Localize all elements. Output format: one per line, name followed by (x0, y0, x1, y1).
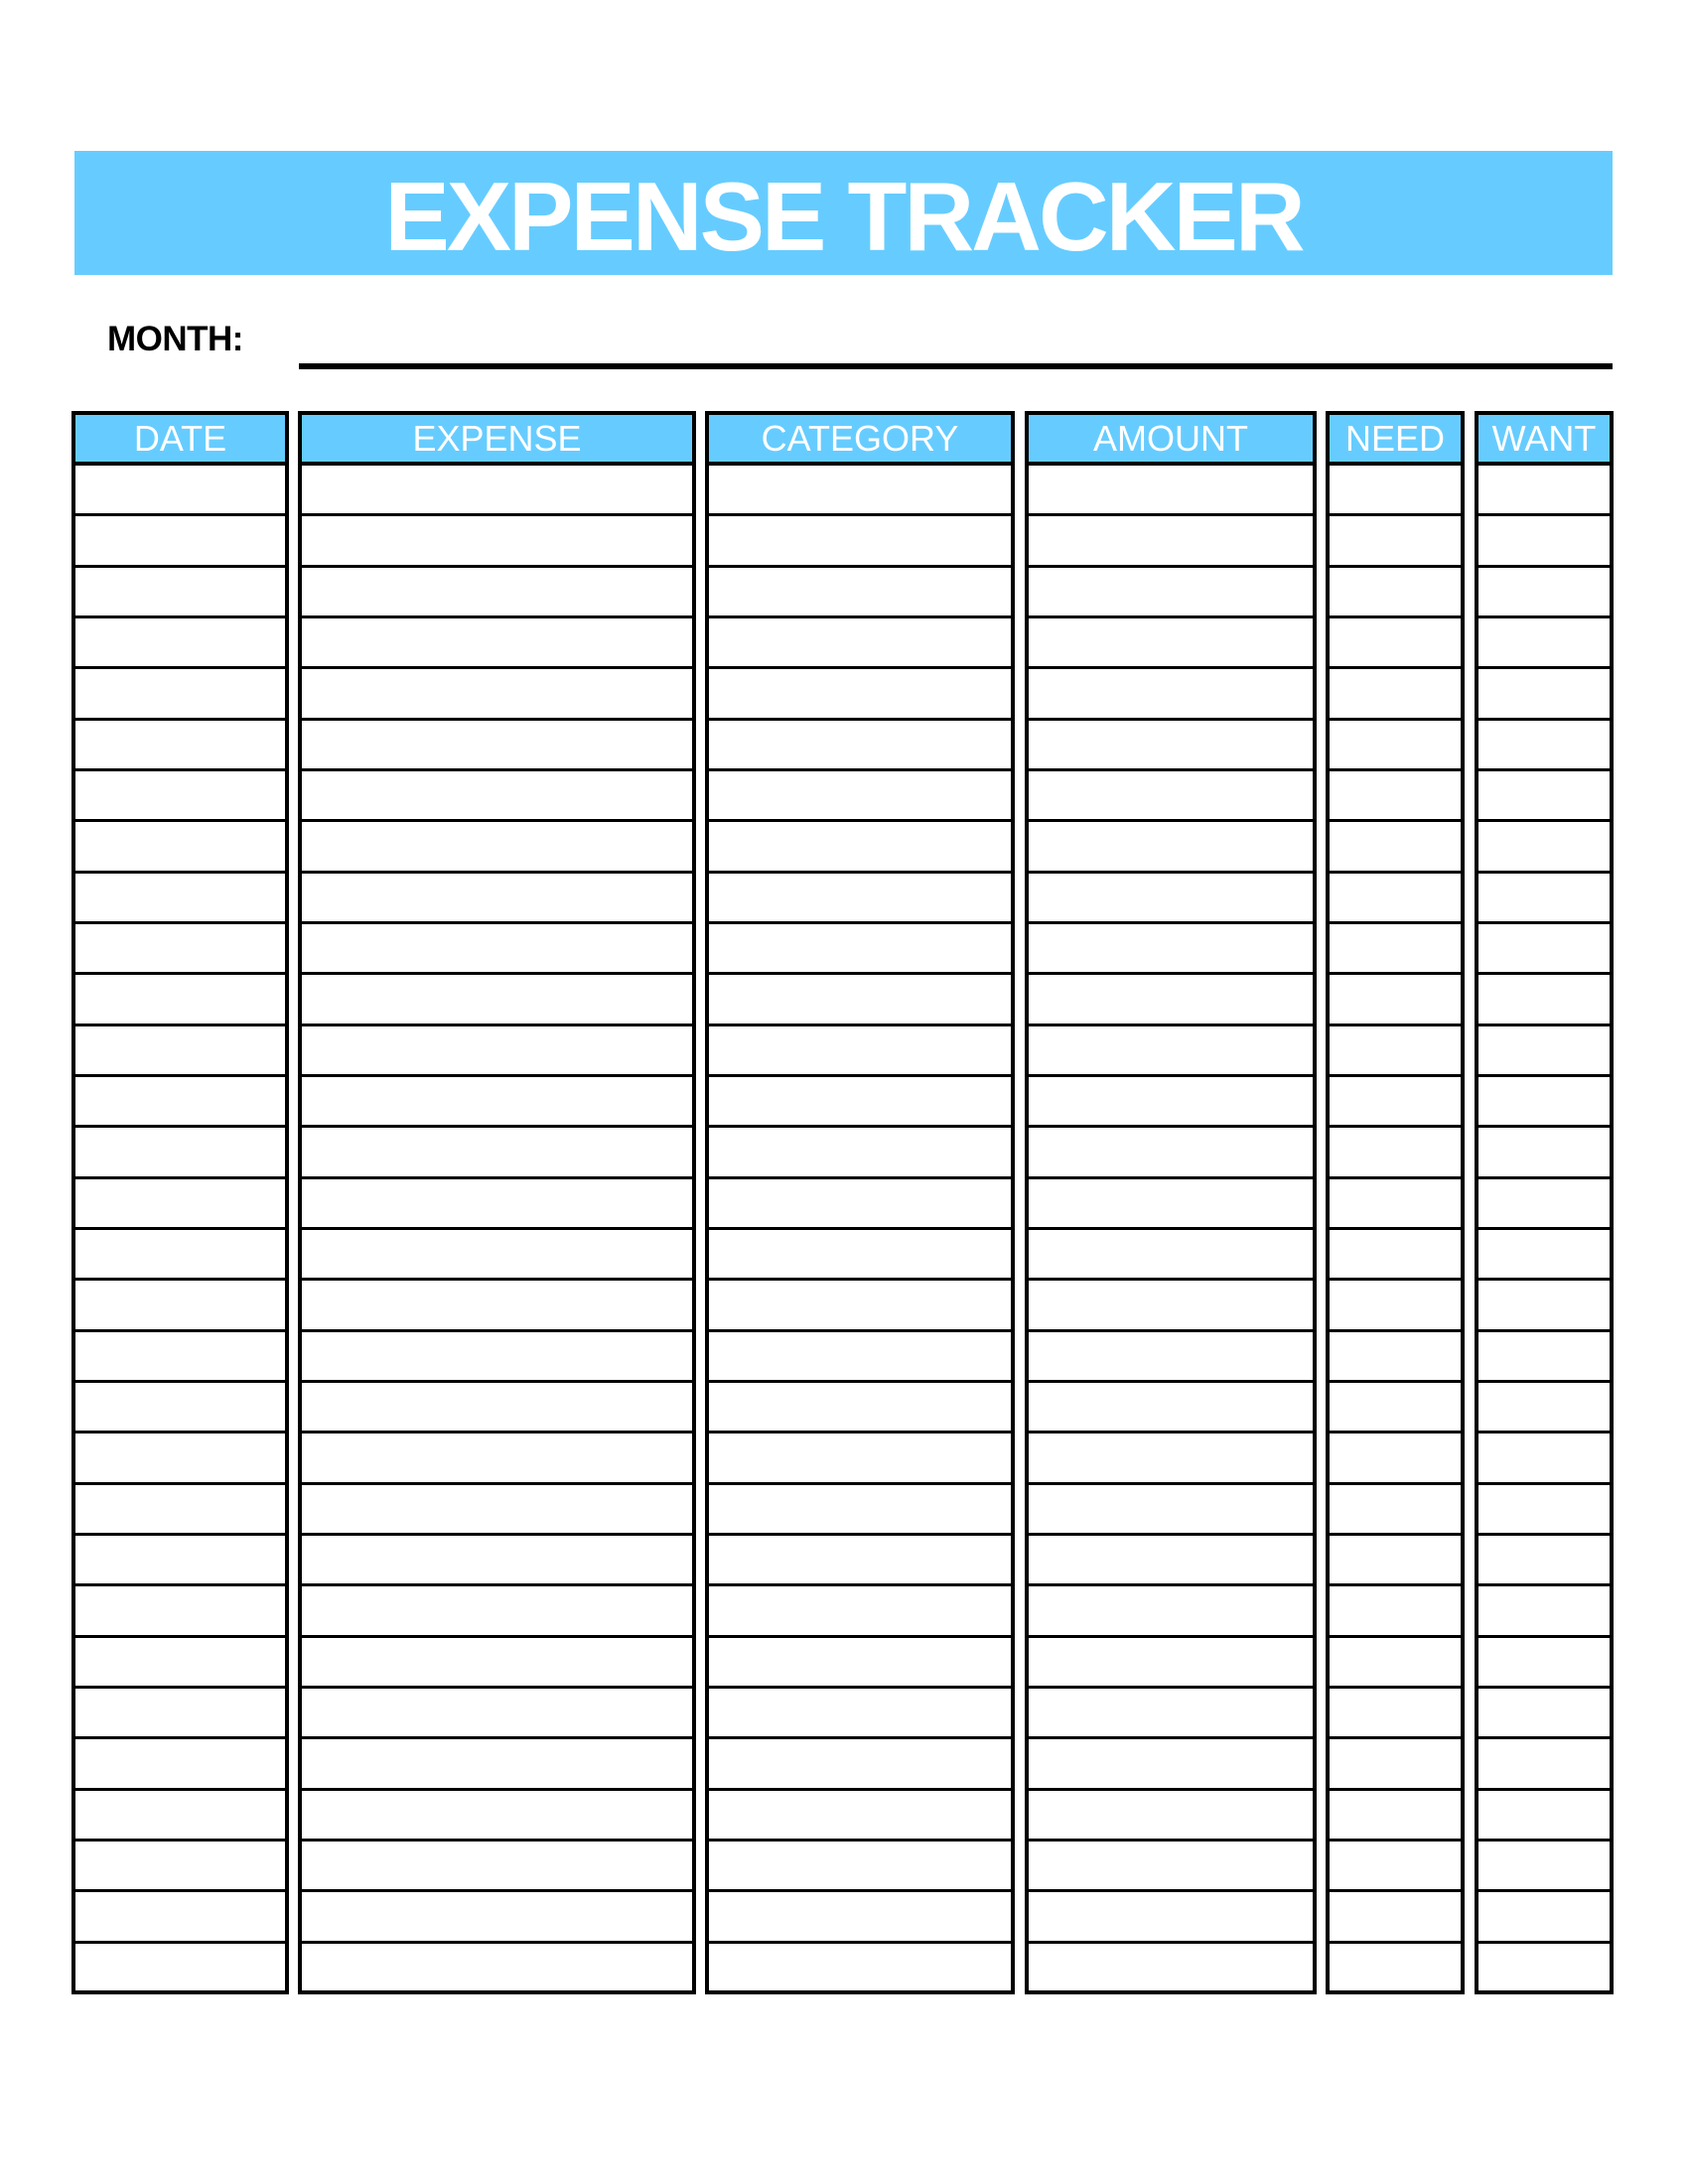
amount-cell[interactable] (1029, 1332, 1313, 1383)
need-cell[interactable] (1330, 1791, 1461, 1842)
amount-cell[interactable] (1029, 924, 1313, 975)
column-expense (298, 411, 696, 1994)
column-header-want: WANT (1478, 415, 1610, 466)
want-cell[interactable] (1478, 1230, 1610, 1281)
date-cell[interactable] (75, 771, 285, 822)
amount-cell[interactable] (1029, 516, 1313, 567)
expense-cell[interactable] (302, 1536, 692, 1586)
expense-cell[interactable] (302, 516, 692, 567)
want-cell[interactable] (1478, 568, 1610, 618)
column-category (705, 411, 1015, 1994)
need-cell[interactable] (1330, 1433, 1461, 1484)
expense-cell[interactable] (302, 1332, 692, 1383)
want-cell[interactable] (1478, 1281, 1610, 1331)
category-cell[interactable] (709, 1128, 1011, 1178)
column-header-amount: AMOUNT (1029, 415, 1313, 466)
expense-cell[interactable] (302, 1230, 692, 1281)
want-cell[interactable] (1478, 1077, 1610, 1128)
category-cell[interactable] (709, 1485, 1011, 1536)
expense-cell[interactable] (302, 1739, 692, 1790)
date-cell[interactable] (75, 618, 285, 669)
category-cell[interactable] (709, 1026, 1011, 1077)
column-header-date: DATE (75, 415, 285, 466)
category-cell[interactable] (709, 669, 1011, 720)
want-cell[interactable] (1478, 1026, 1610, 1077)
need-cell[interactable] (1330, 721, 1461, 771)
need-cell[interactable] (1330, 1638, 1461, 1689)
need-cell[interactable] (1330, 1026, 1461, 1077)
need-cell[interactable] (1330, 1332, 1461, 1383)
amount-cell[interactable] (1029, 1892, 1313, 1943)
date-cell[interactable] (75, 874, 285, 924)
need-cell[interactable] (1330, 1485, 1461, 1536)
expense-cell[interactable] (302, 1077, 692, 1128)
category-cell[interactable] (709, 924, 1011, 975)
category-cell[interactable] (709, 1739, 1011, 1790)
column-header-need: NEED (1330, 415, 1461, 466)
date-cell[interactable] (75, 1638, 285, 1689)
date-cell[interactable] (75, 1383, 285, 1433)
column-need (1326, 411, 1465, 1994)
date-cell[interactable] (75, 1586, 285, 1637)
want-cell[interactable] (1478, 1842, 1610, 1892)
need-cell[interactable] (1330, 771, 1461, 822)
need-cell[interactable] (1330, 516, 1461, 567)
date-cell[interactable] (75, 568, 285, 618)
category-cell[interactable] (709, 1433, 1011, 1484)
amount-cell[interactable] (1029, 1281, 1313, 1331)
expense-cell[interactable] (302, 924, 692, 975)
expense-cell[interactable] (302, 1179, 692, 1230)
date-cell[interactable] (75, 1842, 285, 1892)
date-cell[interactable] (75, 1892, 285, 1943)
amount-cell[interactable] (1029, 1586, 1313, 1637)
column-header-category: CATEGORY (709, 415, 1011, 466)
category-cell[interactable] (709, 1281, 1011, 1331)
need-cell[interactable] (1330, 1230, 1461, 1281)
amount-cell[interactable] (1029, 568, 1313, 618)
want-cell[interactable] (1478, 669, 1610, 720)
need-cell[interactable] (1330, 975, 1461, 1025)
amount-cell[interactable] (1029, 1638, 1313, 1689)
expense-cell[interactable] (302, 1892, 692, 1943)
amount-cell[interactable] (1029, 975, 1313, 1025)
category-cell[interactable] (709, 1179, 1011, 1230)
date-cell[interactable] (75, 1281, 285, 1331)
column-header-expense: EXPENSE (302, 415, 692, 466)
need-cell[interactable] (1330, 1128, 1461, 1178)
category-cell[interactable] (709, 1077, 1011, 1128)
category-cell[interactable] (709, 1383, 1011, 1433)
need-cell[interactable] (1330, 1944, 1461, 1994)
want-cell[interactable] (1478, 975, 1610, 1025)
amount-cell[interactable] (1029, 466, 1313, 516)
need-cell[interactable] (1330, 924, 1461, 975)
date-cell[interactable] (75, 1332, 285, 1383)
want-cell[interactable] (1478, 924, 1610, 975)
column-want (1475, 411, 1614, 1994)
want-cell[interactable] (1478, 1433, 1610, 1484)
need-cell[interactable] (1330, 1383, 1461, 1433)
amount-cell[interactable] (1029, 1536, 1313, 1586)
want-cell[interactable] (1478, 721, 1610, 771)
amount-cell[interactable] (1029, 771, 1313, 822)
category-cell[interactable] (709, 1536, 1011, 1586)
amount-cell[interactable] (1029, 1128, 1313, 1178)
amount-cell[interactable] (1029, 1077, 1313, 1128)
category-cell[interactable] (709, 1586, 1011, 1637)
category-cell[interactable] (709, 618, 1011, 669)
need-cell[interactable] (1330, 1536, 1461, 1586)
date-cell[interactable] (75, 975, 285, 1025)
month-input-line[interactable] (299, 363, 1613, 369)
expense-cell[interactable] (302, 721, 692, 771)
want-cell[interactable] (1478, 1638, 1610, 1689)
expense-cell[interactable] (302, 1433, 692, 1484)
amount-cell[interactable] (1029, 618, 1313, 669)
month-label: MONTH: (107, 320, 243, 358)
expense-cell[interactable] (302, 1791, 692, 1842)
expense-cell[interactable] (302, 1485, 692, 1536)
category-cell[interactable] (709, 1332, 1011, 1383)
need-cell[interactable] (1330, 1739, 1461, 1790)
date-cell[interactable] (75, 1689, 285, 1739)
expense-cell[interactable] (302, 874, 692, 924)
need-cell[interactable] (1330, 1586, 1461, 1637)
want-cell[interactable] (1478, 771, 1610, 822)
date-cell[interactable] (75, 1026, 285, 1077)
want-cell[interactable] (1478, 1892, 1610, 1943)
date-cell[interactable] (75, 1077, 285, 1128)
expense-cell[interactable] (302, 1638, 692, 1689)
need-cell[interactable] (1330, 466, 1461, 516)
expense-cell[interactable] (302, 568, 692, 618)
want-cell[interactable] (1478, 618, 1610, 669)
amount-cell[interactable] (1029, 822, 1313, 873)
date-cell[interactable] (75, 1485, 285, 1536)
want-cell[interactable] (1478, 1128, 1610, 1178)
date-cell[interactable] (75, 1433, 285, 1484)
want-cell[interactable] (1478, 1791, 1610, 1842)
want-cell[interactable] (1478, 1536, 1610, 1586)
category-cell[interactable] (709, 516, 1011, 567)
category-cell[interactable] (709, 1230, 1011, 1281)
category-cell[interactable] (709, 466, 1011, 516)
expense-cell[interactable] (302, 1128, 692, 1178)
amount-cell[interactable] (1029, 874, 1313, 924)
amount-cell[interactable] (1029, 1739, 1313, 1790)
date-cell[interactable] (75, 924, 285, 975)
want-cell[interactable] (1478, 1586, 1610, 1637)
amount-cell[interactable] (1029, 1383, 1313, 1433)
category-cell[interactable] (709, 1944, 1011, 1994)
amount-cell[interactable] (1029, 1485, 1313, 1536)
expense-cell[interactable] (302, 975, 692, 1025)
category-cell[interactable] (709, 1892, 1011, 1943)
title-banner (74, 151, 1613, 275)
expense-cell[interactable] (302, 466, 692, 516)
category-cell[interactable] (709, 771, 1011, 822)
date-cell[interactable] (75, 1944, 285, 1994)
category-cell[interactable] (709, 1638, 1011, 1689)
amount-cell[interactable] (1029, 1944, 1313, 1994)
date-cell[interactable] (75, 1791, 285, 1842)
want-cell[interactable] (1478, 516, 1610, 567)
category-cell[interactable] (709, 1842, 1011, 1892)
category-cell[interactable] (709, 568, 1011, 618)
date-cell[interactable] (75, 466, 285, 516)
date-cell[interactable] (75, 1230, 285, 1281)
expense-cell[interactable] (302, 1689, 692, 1739)
date-cell[interactable] (75, 1128, 285, 1178)
expense-cell[interactable] (302, 1944, 692, 1994)
need-cell[interactable] (1330, 618, 1461, 669)
category-cell[interactable] (709, 975, 1011, 1025)
category-cell[interactable] (709, 721, 1011, 771)
date-cell[interactable] (75, 1179, 285, 1230)
date-cell[interactable] (75, 669, 285, 720)
expense-cell[interactable] (302, 618, 692, 669)
amount-cell[interactable] (1029, 1433, 1313, 1484)
category-cell[interactable] (709, 1689, 1011, 1739)
column-amount (1025, 411, 1317, 1994)
amount-cell[interactable] (1029, 1179, 1313, 1230)
expense-cell[interactable] (302, 771, 692, 822)
category-cell[interactable] (709, 1791, 1011, 1842)
expense-cell[interactable] (302, 822, 692, 873)
want-cell[interactable] (1478, 1944, 1610, 1994)
want-cell[interactable] (1478, 1332, 1610, 1383)
need-cell[interactable] (1330, 1892, 1461, 1943)
expense-cell[interactable] (302, 1026, 692, 1077)
amount-cell[interactable] (1029, 1026, 1313, 1077)
want-cell[interactable] (1478, 1739, 1610, 1790)
want-cell[interactable] (1478, 822, 1610, 873)
need-cell[interactable] (1330, 1281, 1461, 1331)
amount-cell[interactable] (1029, 1791, 1313, 1842)
date-cell[interactable] (75, 516, 285, 567)
need-cell[interactable] (1330, 874, 1461, 924)
expense-cell[interactable] (302, 1383, 692, 1433)
need-cell[interactable] (1330, 1179, 1461, 1230)
date-cell[interactable] (75, 1536, 285, 1586)
amount-cell[interactable] (1029, 721, 1313, 771)
expense-cell[interactable] (302, 1281, 692, 1331)
want-cell[interactable] (1478, 1485, 1610, 1536)
amount-cell[interactable] (1029, 1230, 1313, 1281)
date-cell[interactable] (75, 721, 285, 771)
need-cell[interactable] (1330, 822, 1461, 873)
category-cell[interactable] (709, 874, 1011, 924)
amount-cell[interactable] (1029, 1689, 1313, 1739)
category-cell[interactable] (709, 822, 1011, 873)
amount-cell[interactable] (1029, 669, 1313, 720)
want-cell[interactable] (1478, 874, 1610, 924)
expense-cell[interactable] (302, 1842, 692, 1892)
page-title: EXPENSE TRACKER (384, 161, 1303, 271)
need-cell[interactable] (1330, 568, 1461, 618)
expense-cell[interactable] (302, 1586, 692, 1637)
column-date (71, 411, 289, 1994)
want-cell[interactable] (1478, 1383, 1610, 1433)
need-cell[interactable] (1330, 1842, 1461, 1892)
need-cell[interactable] (1330, 1077, 1461, 1128)
date-cell[interactable] (75, 822, 285, 873)
want-cell[interactable] (1478, 1179, 1610, 1230)
need-cell[interactable] (1330, 669, 1461, 720)
need-cell[interactable] (1330, 1689, 1461, 1739)
expense-cell[interactable] (302, 669, 692, 720)
date-cell[interactable] (75, 1739, 285, 1790)
want-cell[interactable] (1478, 1689, 1610, 1739)
amount-cell[interactable] (1029, 1842, 1313, 1892)
want-cell[interactable] (1478, 466, 1610, 516)
